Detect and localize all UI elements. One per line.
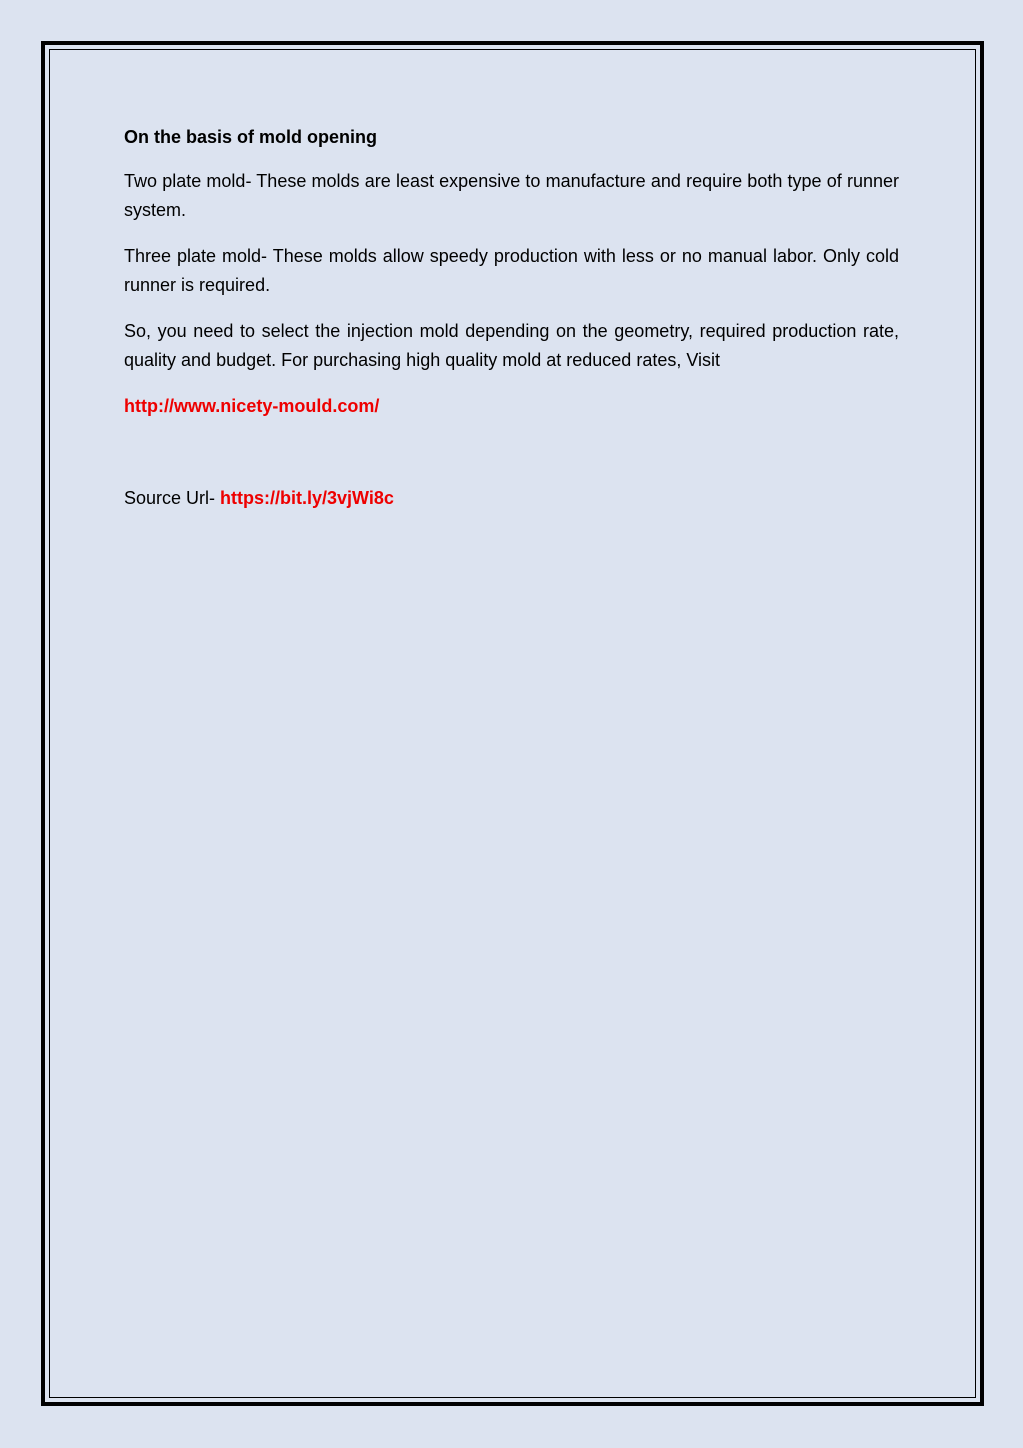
document-body	[124, 124, 899, 513]
paragraph-two-plate-mold: Two plate mold- These molds are least expensive to manufacture and require both type of runner system.	[124, 171, 899, 220]
source-line	[124, 484, 899, 513]
section-heading: On the basis of mold opening	[124, 127, 378, 147]
paragraph-three-plate-mold: Three plate mold- These molds allow speedy production with less or no manual labor. Only cold runner is required.	[124, 246, 899, 295]
source-label: Source Url-	[124, 488, 221, 508]
website-link-line	[124, 392, 899, 421]
paragraph-selection-advice: So, you need to select the injection mold depending on the geometry, required production rate, quality and budget. For purchasing high quality mold at reduced rates, Visit	[124, 321, 899, 370]
website-link[interactable]: http://www.nicety-mould.com/	[124, 396, 380, 416]
source-link[interactable]: https://bit.ly/3vjWi8c	[220, 488, 394, 508]
